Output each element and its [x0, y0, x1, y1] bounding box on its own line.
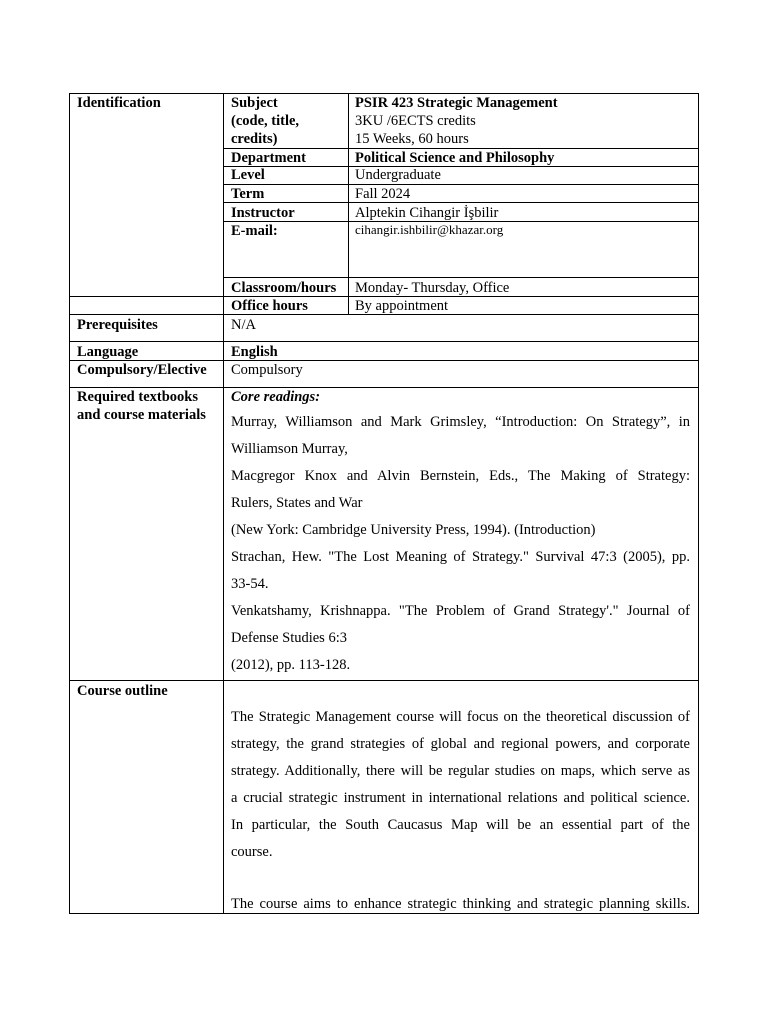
core-readings-heading: Core readings:: [231, 389, 321, 405]
office-hours-label: Office hours: [231, 298, 308, 314]
language-value: English: [231, 344, 278, 360]
table-border-right: [698, 93, 699, 914]
subject-value: PSIR 423 Strategic Management: [355, 95, 558, 111]
outline-line: course.: [231, 844, 273, 860]
column-divider-2: [348, 93, 349, 315]
reading-line: Williamson Murray,: [231, 441, 348, 457]
outline-line: The Strategic Management course will focus on the theoretical discussion of: [231, 709, 690, 725]
subject-label: credits): [231, 131, 278, 147]
outline-line: strategy. Additionally, there will be regular studies on maps, which serve as: [231, 763, 690, 779]
classroom-label: Classroom/hours: [231, 280, 337, 296]
subject-label: Subject: [231, 95, 278, 111]
row-divider: [223, 277, 699, 278]
reading-line: Murray, Williamson and Mark Grimsley, “Introduction: On Strategy”, in: [231, 414, 690, 430]
row-divider: [223, 184, 699, 185]
identification-label: Identification: [77, 95, 161, 111]
reading-line: (2012), pp. 113-128.: [231, 657, 351, 673]
office-hours-value: By appointment: [355, 298, 449, 314]
term-label: Term: [231, 186, 265, 202]
prerequisites-value: N/A: [231, 317, 256, 333]
table-border-left: [69, 93, 70, 914]
reading-line: Rulers, States and War: [231, 495, 363, 511]
subject-value: 3KU /6ECTS credits: [355, 113, 476, 129]
row-divider: [69, 341, 699, 342]
reading-line: Defense Studies 6:3: [231, 630, 347, 646]
reading-line: Strachan, Hew. "The Lost Meaning of Strategy." Survival 47:3 (2005), pp.: [231, 549, 690, 565]
reading-line: Macgregor Knox and Alvin Bernstein, Eds., The Making of Strategy:: [231, 468, 690, 484]
textbooks-label: Required textbooks: [77, 389, 198, 405]
course-outline-paragraph: [231, 704, 690, 866]
instructor-label: Instructor: [231, 205, 295, 221]
column-divider-1: [223, 93, 224, 914]
outline-line: strategy, the grand strategies of global and regional powers, and corporate: [231, 736, 690, 752]
email-value[interactable]: cihangir.ishbilir@khazar.org: [355, 222, 504, 237]
compulsory-value: Compulsory: [231, 362, 303, 378]
reading-line: 33-54.: [231, 576, 269, 592]
textbooks-label: and course materials: [77, 407, 206, 423]
level-value: Undergraduate: [355, 167, 441, 183]
subject-label: (code, title,: [231, 113, 300, 129]
compulsory-label: Compulsory/Elective: [77, 362, 207, 378]
prerequisites-label: Prerequisites: [77, 317, 158, 333]
reading-line: Venkatshamy, Krishnappa. "The Problem of Grand Strategy'." Journal of: [231, 603, 690, 619]
instructor-value: Alptekin Cihangir İşbilir: [355, 205, 499, 221]
term-value: Fall 2024: [355, 186, 411, 202]
subject-value: 15 Weeks, 60 hours: [355, 131, 469, 147]
email-label: E-mail:: [231, 223, 278, 239]
course-outline-label: Course outline: [77, 683, 168, 699]
row-divider: [69, 680, 699, 681]
outline-line: The course aims to enhance strategic thinking and strategic planning skills.: [231, 896, 690, 912]
department-value: Political Science and Philosophy: [355, 150, 555, 166]
reading-line: (New York: Cambridge University Press, 1994). (Introduction): [231, 522, 596, 538]
course-aims-paragraph: [231, 891, 690, 918]
language-label: Language: [77, 344, 139, 360]
classroom-value: Monday- Thursday, Office: [355, 280, 510, 296]
readings-list: [231, 409, 690, 679]
outline-line: In particular, the South Caucasus Map will be an essential part of the: [231, 817, 690, 833]
department-label: Department: [231, 150, 306, 166]
row-divider: [223, 202, 699, 203]
level-label: Level: [231, 167, 265, 183]
outline-line: a crucial strategic instrument in international relations and political science.: [231, 790, 690, 806]
